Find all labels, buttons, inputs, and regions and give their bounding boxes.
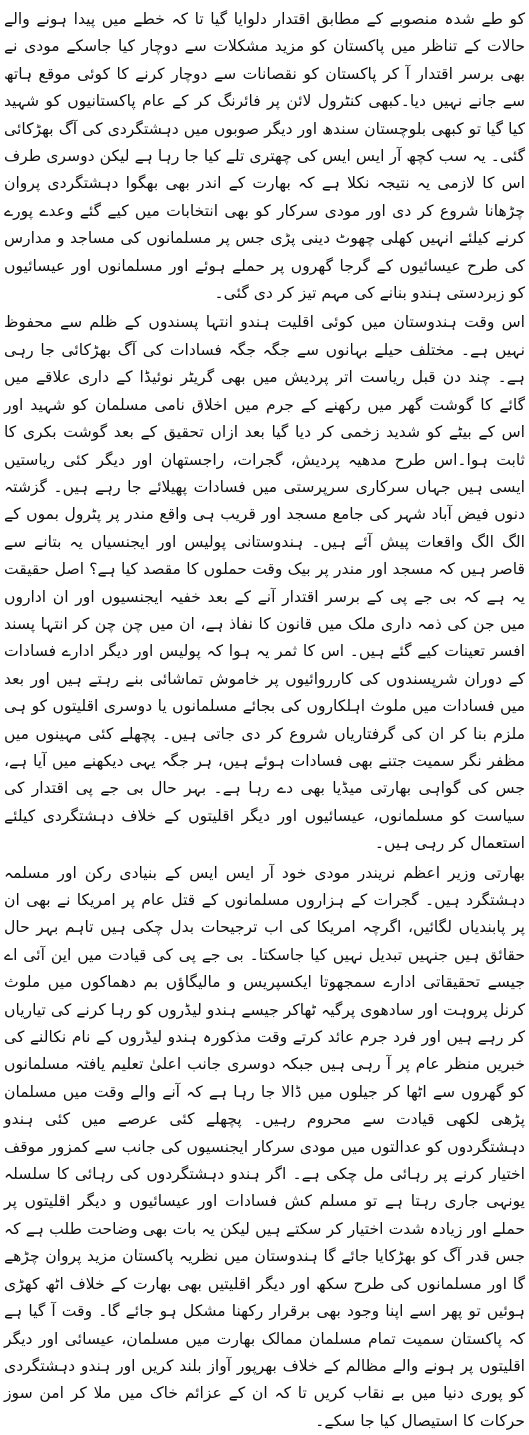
article-paragraph: کو طے شدہ منصوبے کے مطابق اقتدار دلوایا گیا تا کہ خطے میں پیدا ہونے والے حالات کے تناظر میں پاکستان کو مزید مشکلات سے دوچار کیا جاسکے مودی نے بھی برسر اقتدار آ کر پاکستان کو نقصانات سے دوچار کرنے کا کوئی موقع ہاتھ سے جانے نہیں دیا۔کبھی کنٹرول لائن پر فائرنگ کر کے عام پاکستانیوں کو شہید کیا گیا تو کبھی بلوچستان سندھ اور دیگر صوبوں میں دہشتگردی کی آگ بھڑکائی گئی۔ یہ سب کچھ آر ایس ایس کی چھتری تلے کیا جا رہا ہے لیکن دوسری طرف اس کا لازمی یہ نتیجہ نکلا ہے کہ بھارت کے اندر بھی بھگوا دہشتگردی پروان چڑھانا شروع کر دی اور مودی سرکار کو بھی انتخابات میں کیے گئے وعدے پورے کرنے کیلئے انہیں کھلی چھوٹ دینی پڑی جس پر مسلمانوں کی مساجد و مدارس کی طرح عیسائیوں کے گرجا گھروں پر حملے ہوئے اور مسلمانوں اور عیسائیوں کو زبردستی ہندو بنانے کی مہم تیز کر دی گئی۔ (4, 10, 525, 303)
article-paragraph: بھارتی وزیر اعظم نریندر مودی خود آر ایس ایس کے بنیادی رکن اور مسلمہ دہشتگرد ہیں۔ گجرات کے ہزاروں مسلمانوں کے قتل عام پر امریکا نے بھی ان پر پابندیاں لگائیں، اگرچہ امریکا کی اب ترجیحات بدل چکی ہیں تاہم بہر حال حقائق ہیں جنہیں تبدیل نہیں کیا جاسکتا۔ بی جے پی کی قیادت میں این آئی اے جیسے تحقیقاتی ادارے سمجھوتا ایکسپریس و مالیگاؤں بم دھماکوں میں ملوث کرنل پروہت اور سادھوی پرگیہ ٹھاکر جیسے ہندو لیڈروں کو رہا کرنے کی تیاریاں کر رہے ہیں اور فرد جرم عائد کرتے وقت مذکورہ ہندو لیڈروں کے نام نکالنے کی خبریں منظر عام پر آ رہی ہیں جبکہ دوسری جانب اعلیٰ تعلیم یافتہ مسلمانوں کو گھروں سے اٹھا کر جیلوں میں ڈالا جا رہا ہے کہ آنے والے وقت میں مسلمان پڑھی لکھی قیادت سے محروم رہیں۔ پچھلے کئی عرصے میں کئی ہندو دہشتگردوں کو عدالتوں میں مودی سرکار ایجنسیوں کی جانب سے کمزور موقف اختیار کرنے پر رہائی مل چکی ہے۔ اگر ہندو دہشتگردوں کی رہائی کا سلسلہ یونہی جاری رہتا ہے تو مسلم کش فسادات اور عیسائیوں و دیگر اقلیتوں پر حملے اور زیادہ شدت اختیار کر سکتے ہیں لیکن یہ بات بھی وضاحت طلب ہے کہ جس قدر آگ کو بھڑکایا جائے گا ہندوستان میں نظریہ پاکستان مزید پروان چڑھے گا اور مسلمانوں کی طرح سکھ اور دیگر اقلیتیں بھی بھارت کے خلاف اٹھ کھڑی ہوئیں تو پھر اسے اپنا وجود بھی برقرار رکھنا مشکل ہو جائے گا۔ وقت آ گیا ہے کہ پاکستان سمیت تمام مسلمان ممالک بھارت میں مسلمان، عیسائی اور دیگر اقلیتوں پر ہونے والے مظالم کے خلاف بھرپور آواز بلند کریں اور ہندو دہشتگردی کو پوری دنیا میں بے نقاب کریں تا کہ ان کے عزائم خاک میں ملا کر امن سوز حرکات کا استیصال کیا جا سکے۔ (4, 863, 525, 1430)
article-paragraph: اس وقت ہندوستان میں کوئی اقلیت ہندو انتہا پسندوں کے ظلم سے محفوظ نہیں ہے۔ مختلف حیلے بہانوں سے جگہ جگہ فسادات کی آگ بھڑکائی جا رہی ہے۔ چند دن قبل ریاست اتر پردیش میں بھی گریٹر نوئیڈا کے داری علاقے میں گائے کا گوشت گھر میں رکھنے کے جرم میں اخلاق نامی مسلمان کو شہید اور اس کے بیٹے کو شدید زخمی کر دیا گیا بعد ازاں تحقیق کے بعد گوشت بکری کا ثابت ہوا۔اس طرح مدھیہ پردیش، گجرات، راجستھان اور دیگر کئی ریاستیں ایسی ہیں جہاں سرکاری سرپرستی میں فسادات پھیلائے جا رہے ہیں۔ گزشتہ دنوں فیض آباد شہر کی جامع مسجد اور قریب ہی واقع مندر پر پٹرول بموں کے الگ الگ واقعات پیش آئے ہیں۔ ہندوستانی پولیس اور ایجنسیاں یہ بتانے سے قاصر ہیں کہ مسجد اور مندر پر بیک وقت حملوں کا مقصد کیا ہے؟ اصل حقیقت یہ ہے کہ بی جے پی کے برسر اقتدار آنے کے بعد خفیہ ایجنسیوں اور ان اداروں میں جن کی ذمہ داری ملک میں قانون کا نفاذ ہے، ان میں چن چن کر انتہا پسند افسر تعینات کیے گئے ہیں۔ اس کا ثمر یہ ہوا کہ پولیس اور دیگر ادارے فسادات کے دوران شرپسندوں کی کارروائیوں پر خاموش تماشائی بنے رہتے ہیں اور بعد میں فسادات میں ملوث اہلکاروں کی بجائے مسلمانوں یا دوسری اقلیتوں کو ہی ملزم بنا کر ان کی گرفتاریاں شروع کر دی جاتی ہیں۔ پچھلے کئی مہینوں میں مظفر نگر سمیت جتنے بھی فسادات ہوئے ہیں، ہر جگہ یہی دیکھنے میں آیا ہے، جس کی گواہی بھارتی میڈیا بھی دے رہا ہے۔ بہر حال بی جے پی اقتدار کی سیاست کو مسلمانوں، عیسائیوں اور دیگر اقلیتوں کے خلاف دہشتگردی کیلئے استعمال کر رہی ہیں۔ (4, 313, 525, 853)
article-body (4, 0, 525, 1435)
